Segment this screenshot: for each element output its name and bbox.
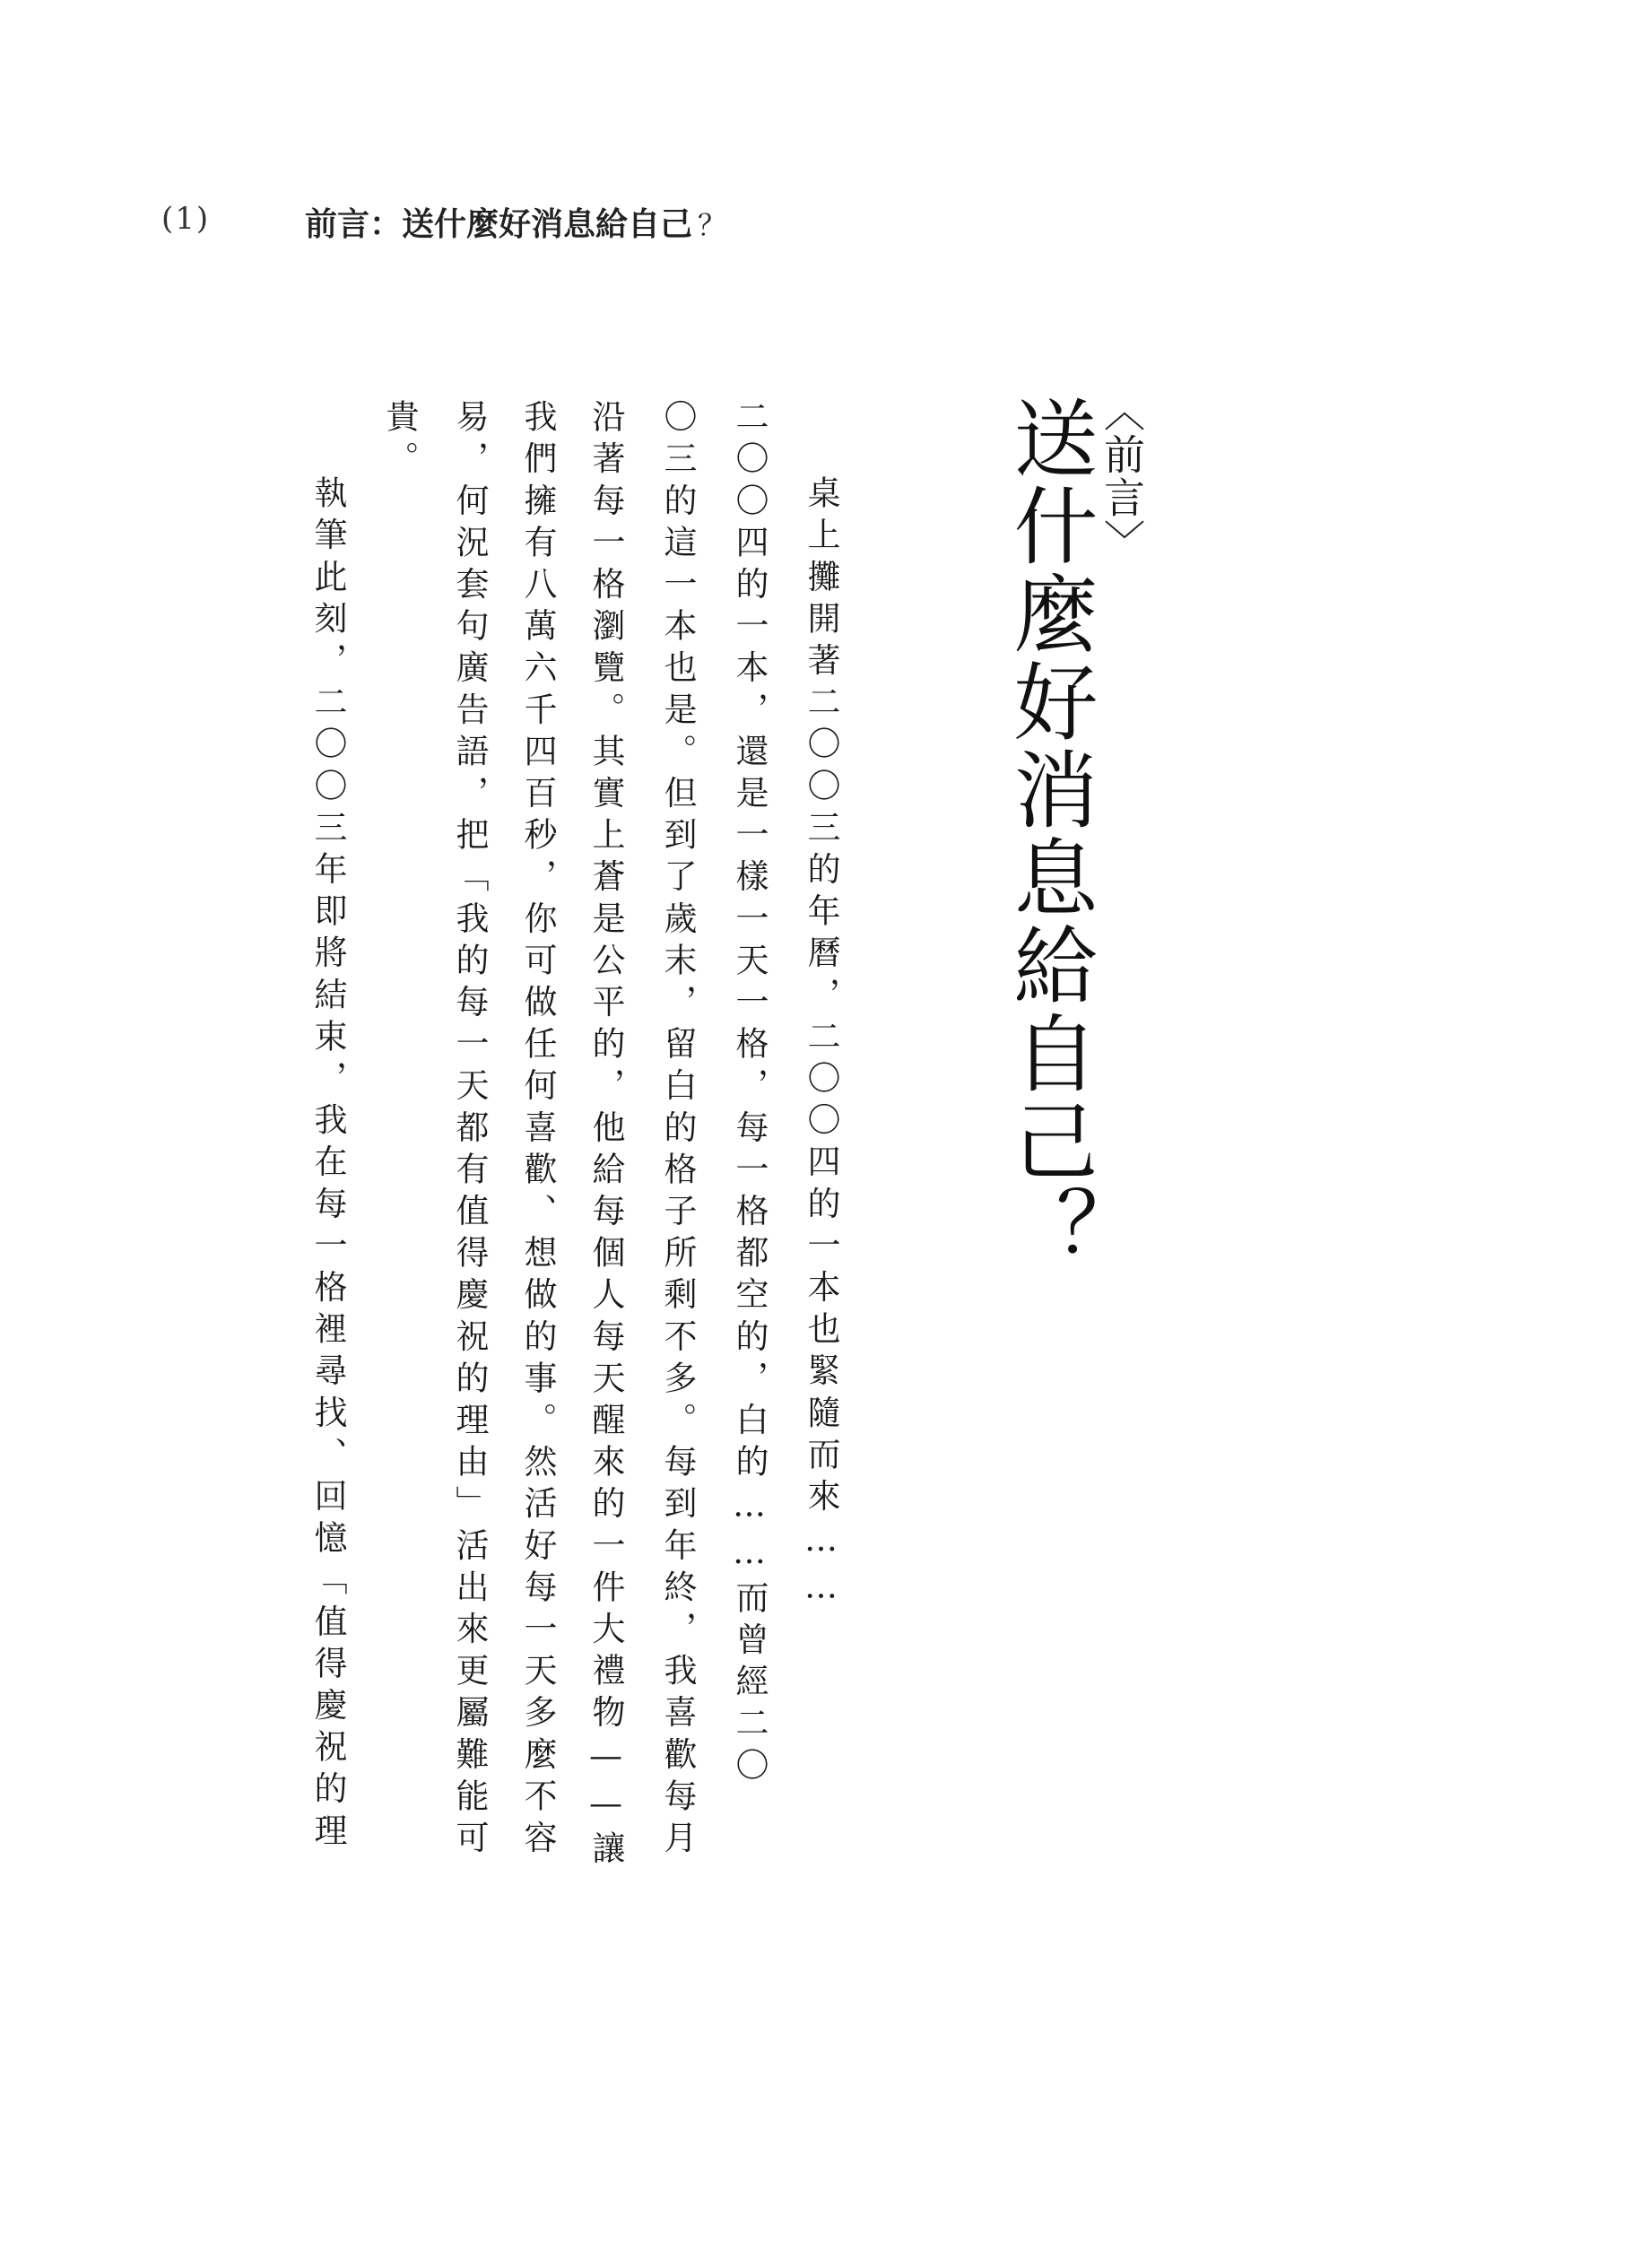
running-header-title: 前言：送什麼好消息給自己 (305, 206, 693, 243)
body-column-4: 沿著每一格瀏覽。其實上蒼是公平的，他給每個人每天醒來的一件大禮物——讓 (586, 399, 625, 1873)
body-column-3: 〇三的這一本也是。但到了歲末，留白的格子所剩不多。每到年終，我喜歡每月 (658, 399, 697, 1862)
page-number: (1) (161, 201, 211, 237)
running-header (305, 199, 726, 245)
body-column-8: 執筆此刻，二〇〇三年即將結束，我在每一格裡尋找、回憶「值得慶祝的理 (308, 475, 347, 1855)
body-column-1: 桌上攤開著二〇〇三的年曆，二〇〇四的一本也緊隨而來…… (802, 475, 840, 1615)
body-column-7: 貴。 (380, 399, 419, 483)
running-header-question-mark: ？ (698, 208, 727, 242)
body-column-2: 二〇〇四的一本，還是一樣一天一格，每一格都空的，白的……而曾經二〇 (730, 399, 769, 1789)
chapter-title: 送什麼好消息給自己？ (999, 395, 1097, 1273)
body-column-6: 易，何況套句廣告語，把「我的每一天都有值得慶祝的理由」活出來更屬難能可 (450, 399, 489, 1862)
body-column-5: 我們擁有八萬六千四百秒，你可做任何喜歡、想做的事。然活好每一天多麼不容 (518, 399, 557, 1862)
chapter-label: 〈前言〉 (1098, 390, 1146, 562)
